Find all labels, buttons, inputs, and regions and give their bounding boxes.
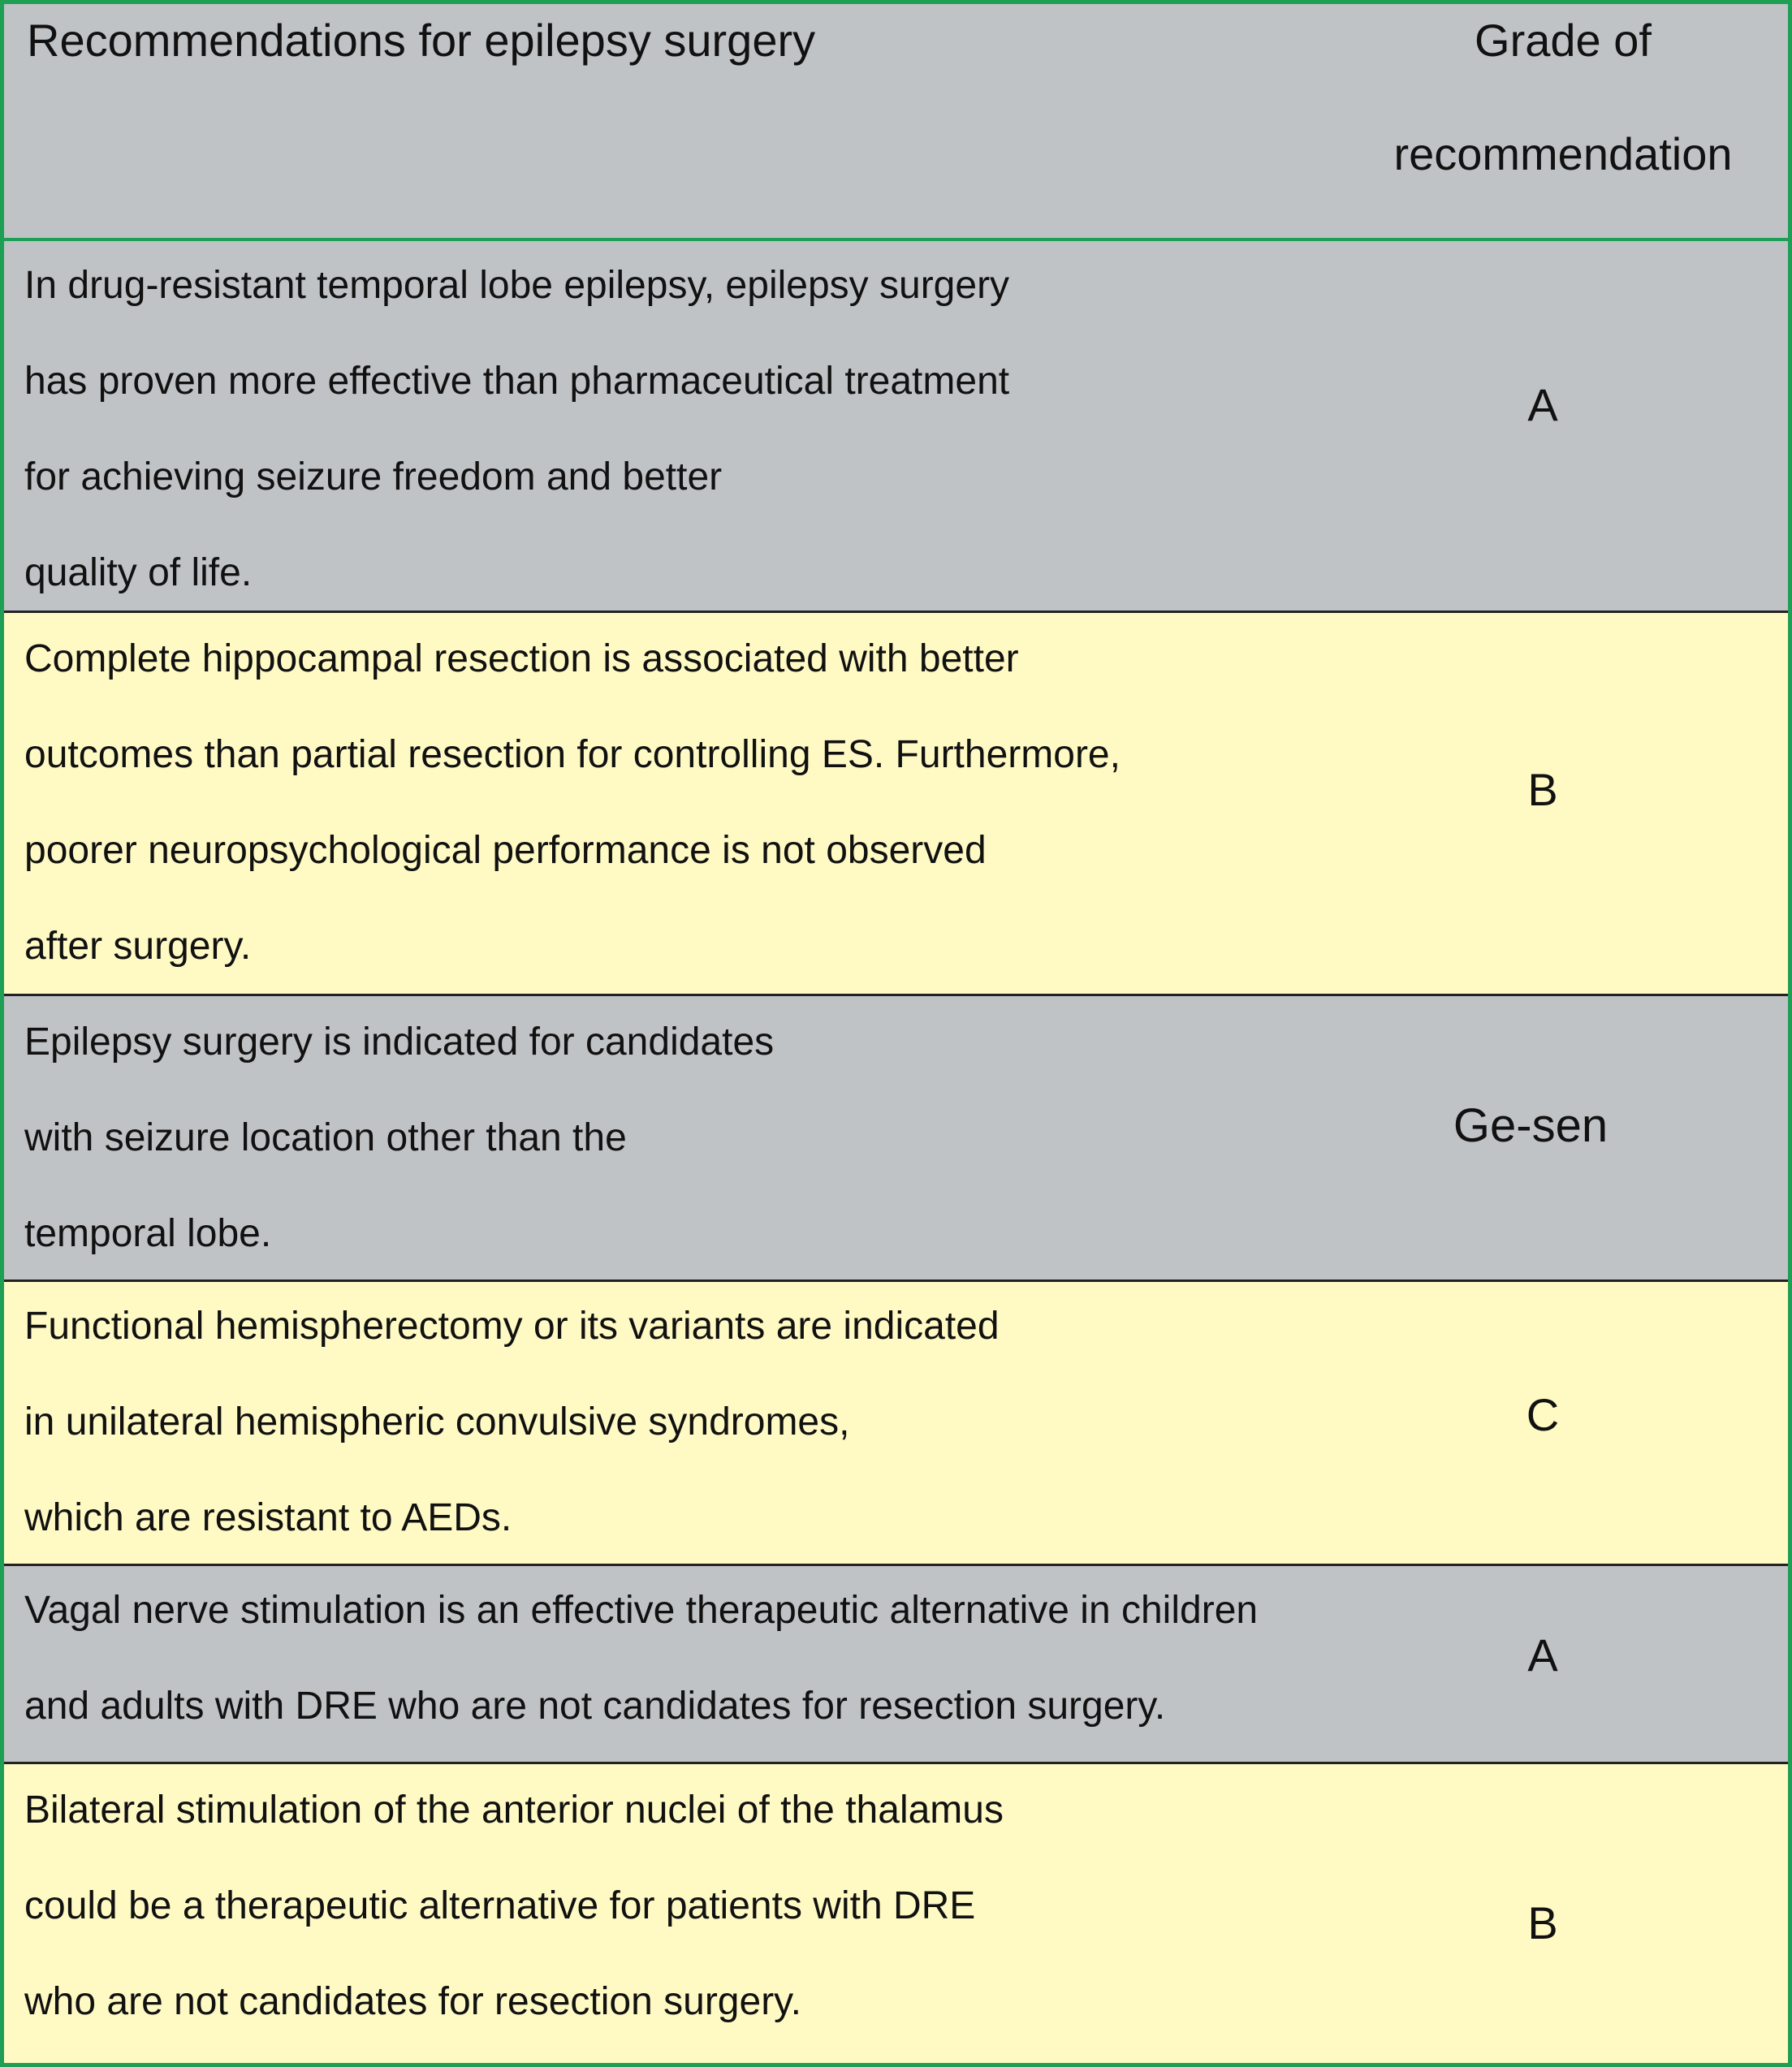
recommendation-line: Epilepsy surgery is indicated for candidates [24, 1021, 775, 1064]
recommendation-text [24, 611, 1372, 995]
recommendation-line: who are not candidates for resection surgery. [24, 1980, 801, 2023]
table-header-row [4, 4, 1788, 239]
header-grade-label-line1: Grade of [1475, 15, 1652, 66]
recommendation-line: which are resistant to AEDs. [24, 1496, 512, 1539]
table-row [4, 1282, 1788, 1564]
grade-value: C [1526, 1389, 1560, 1440]
table-row [4, 1566, 1788, 1763]
recommendation-line: in unilateral hemispheric convulsive syndromes, [24, 1400, 850, 1443]
recommendation-line: poorer neuropsychological performance is not observed [24, 829, 987, 872]
header-grade-label-line2: recommendation [1393, 128, 1733, 179]
recommendation-line: Bilateral stimulation of the anterior nuclei of the thalamus [24, 1789, 1004, 1832]
grade-value: A [1527, 1629, 1558, 1681]
recommendation-line: Vagal nerve stimulation is an effective therapeutic alternative in children [24, 1589, 1259, 1632]
table-row [4, 241, 1788, 611]
header-grade-label [1336, 12, 1790, 183]
recommendation-line: and adults with DRE who are not candidates for resection surgery. [24, 1685, 1166, 1728]
recommendation-line: outcomes than partial resection for controlling ES. Furthermore, [24, 733, 1121, 776]
recommendation-text [24, 1563, 1372, 1754]
recommendation-line: has proven more effective than pharmaceutical treatment [24, 360, 1010, 403]
recommendation-line: In drug-resistant temporal lobe epilepsy, epilepsy surgery [24, 264, 1010, 307]
table-row [4, 1764, 1788, 2067]
table-row [4, 996, 1788, 1280]
recommendation-line: with seizure location other than the [24, 1116, 627, 1159]
grade-value: A [1527, 379, 1558, 430]
recommendation-line: quality of life. [24, 551, 253, 594]
recommendation-text [24, 238, 1372, 621]
recommendation-line: temporal lobe. [24, 1212, 272, 1255]
grade-value: B [1527, 764, 1558, 815]
recommendation-text [24, 995, 1372, 1282]
recommendation-line: for achieving seizure freedom and better [24, 455, 723, 498]
recommendation-line: Complete hippocampal resection is associated with better [24, 637, 1019, 680]
recommendation-text [24, 1279, 1372, 1566]
grade-value: B [1527, 1897, 1558, 1948]
recommendation-line: Functional hemispherectomy or its variants are indicated [24, 1305, 1000, 1348]
recommendation-line: after surgery. [24, 925, 252, 968]
grade-value: Ge-sen [1453, 1099, 1608, 1152]
header-recommendations-label: Recommendations for epilepsy surgery [27, 15, 816, 66]
recommendation-line: could be a therapeutic alternative for patients with DRE [24, 1884, 976, 1927]
table-row [4, 613, 1788, 995]
recommendation-text [24, 1763, 1372, 2050]
